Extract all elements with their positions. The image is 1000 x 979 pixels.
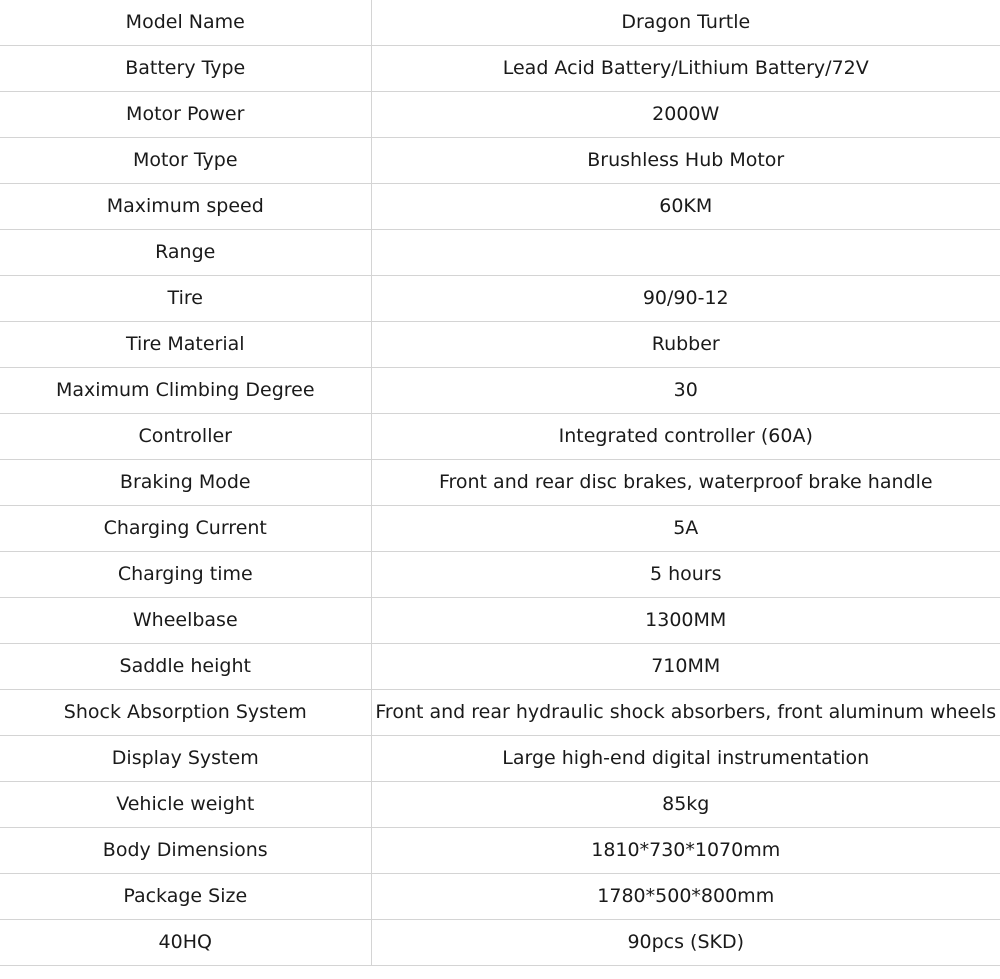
spec-label: Braking Mode	[0, 460, 371, 506]
spec-label: Controller	[0, 414, 371, 460]
table-row	[0, 460, 1000, 506]
spec-value: 90pcs (SKD)	[371, 920, 1000, 966]
spec-value: 60KM	[371, 184, 1000, 230]
table-row	[0, 368, 1000, 414]
spec-value: Front and rear hydraulic shock absorbers, front aluminum wheels	[371, 690, 1000, 736]
table-row	[0, 276, 1000, 322]
table-row	[0, 506, 1000, 552]
table-row	[0, 736, 1000, 782]
spec-value: 5A	[371, 506, 1000, 552]
table-row	[0, 46, 1000, 92]
spec-value: 30	[371, 368, 1000, 414]
table-row	[0, 690, 1000, 736]
spec-value: Large high-end digital instrumentation	[371, 736, 1000, 782]
spec-value: Lead Acid Battery/Lithium Battery/72V	[371, 46, 1000, 92]
table-row	[0, 598, 1000, 644]
spec-value: 1780*500*800mm	[371, 874, 1000, 920]
spec-value: Dragon Turtle	[371, 0, 1000, 46]
spec-label: Vehicle weight	[0, 782, 371, 828]
spec-label: Package Size	[0, 874, 371, 920]
table-row	[0, 230, 1000, 276]
spec-value: Front and rear disc brakes, waterproof brake handle	[371, 460, 1000, 506]
spec-label: Body Dimensions	[0, 828, 371, 874]
spec-value: 85kg	[371, 782, 1000, 828]
table-row	[0, 782, 1000, 828]
spec-label: Maximum speed	[0, 184, 371, 230]
spec-value	[371, 230, 1000, 276]
spec-value: 2000W	[371, 92, 1000, 138]
spec-label: Display System	[0, 736, 371, 782]
spec-label: Tire Material	[0, 322, 371, 368]
spec-value: 90/90-12	[371, 276, 1000, 322]
spec-value: Brushless Hub Motor	[371, 138, 1000, 184]
table-row	[0, 874, 1000, 920]
table-row	[0, 322, 1000, 368]
spec-value: 1810*730*1070mm	[371, 828, 1000, 874]
spec-label: Tire	[0, 276, 371, 322]
table-row	[0, 0, 1000, 46]
spec-label: Charging Current	[0, 506, 371, 552]
spec-label: Motor Type	[0, 138, 371, 184]
spec-label: Saddle height	[0, 644, 371, 690]
spec-label: 40HQ	[0, 920, 371, 966]
table-row	[0, 828, 1000, 874]
spec-label: Motor Power	[0, 92, 371, 138]
table-row	[0, 92, 1000, 138]
table-row	[0, 184, 1000, 230]
spec-value: 710MM	[371, 644, 1000, 690]
table-row	[0, 920, 1000, 966]
spec-value: Integrated controller (60A)	[371, 414, 1000, 460]
spec-label: Wheelbase	[0, 598, 371, 644]
spec-label: Shock Absorption System	[0, 690, 371, 736]
spec-label: Battery Type	[0, 46, 371, 92]
table-row	[0, 552, 1000, 598]
spec-label: Charging time	[0, 552, 371, 598]
table-row	[0, 644, 1000, 690]
spec-label: Range	[0, 230, 371, 276]
spec-label: Maximum Climbing Degree	[0, 368, 371, 414]
spec-value: 1300MM	[371, 598, 1000, 644]
spec-value: Rubber	[371, 322, 1000, 368]
table-row	[0, 138, 1000, 184]
spec-label: Model Name	[0, 0, 371, 46]
spec-value: 5 hours	[371, 552, 1000, 598]
table-row	[0, 414, 1000, 460]
